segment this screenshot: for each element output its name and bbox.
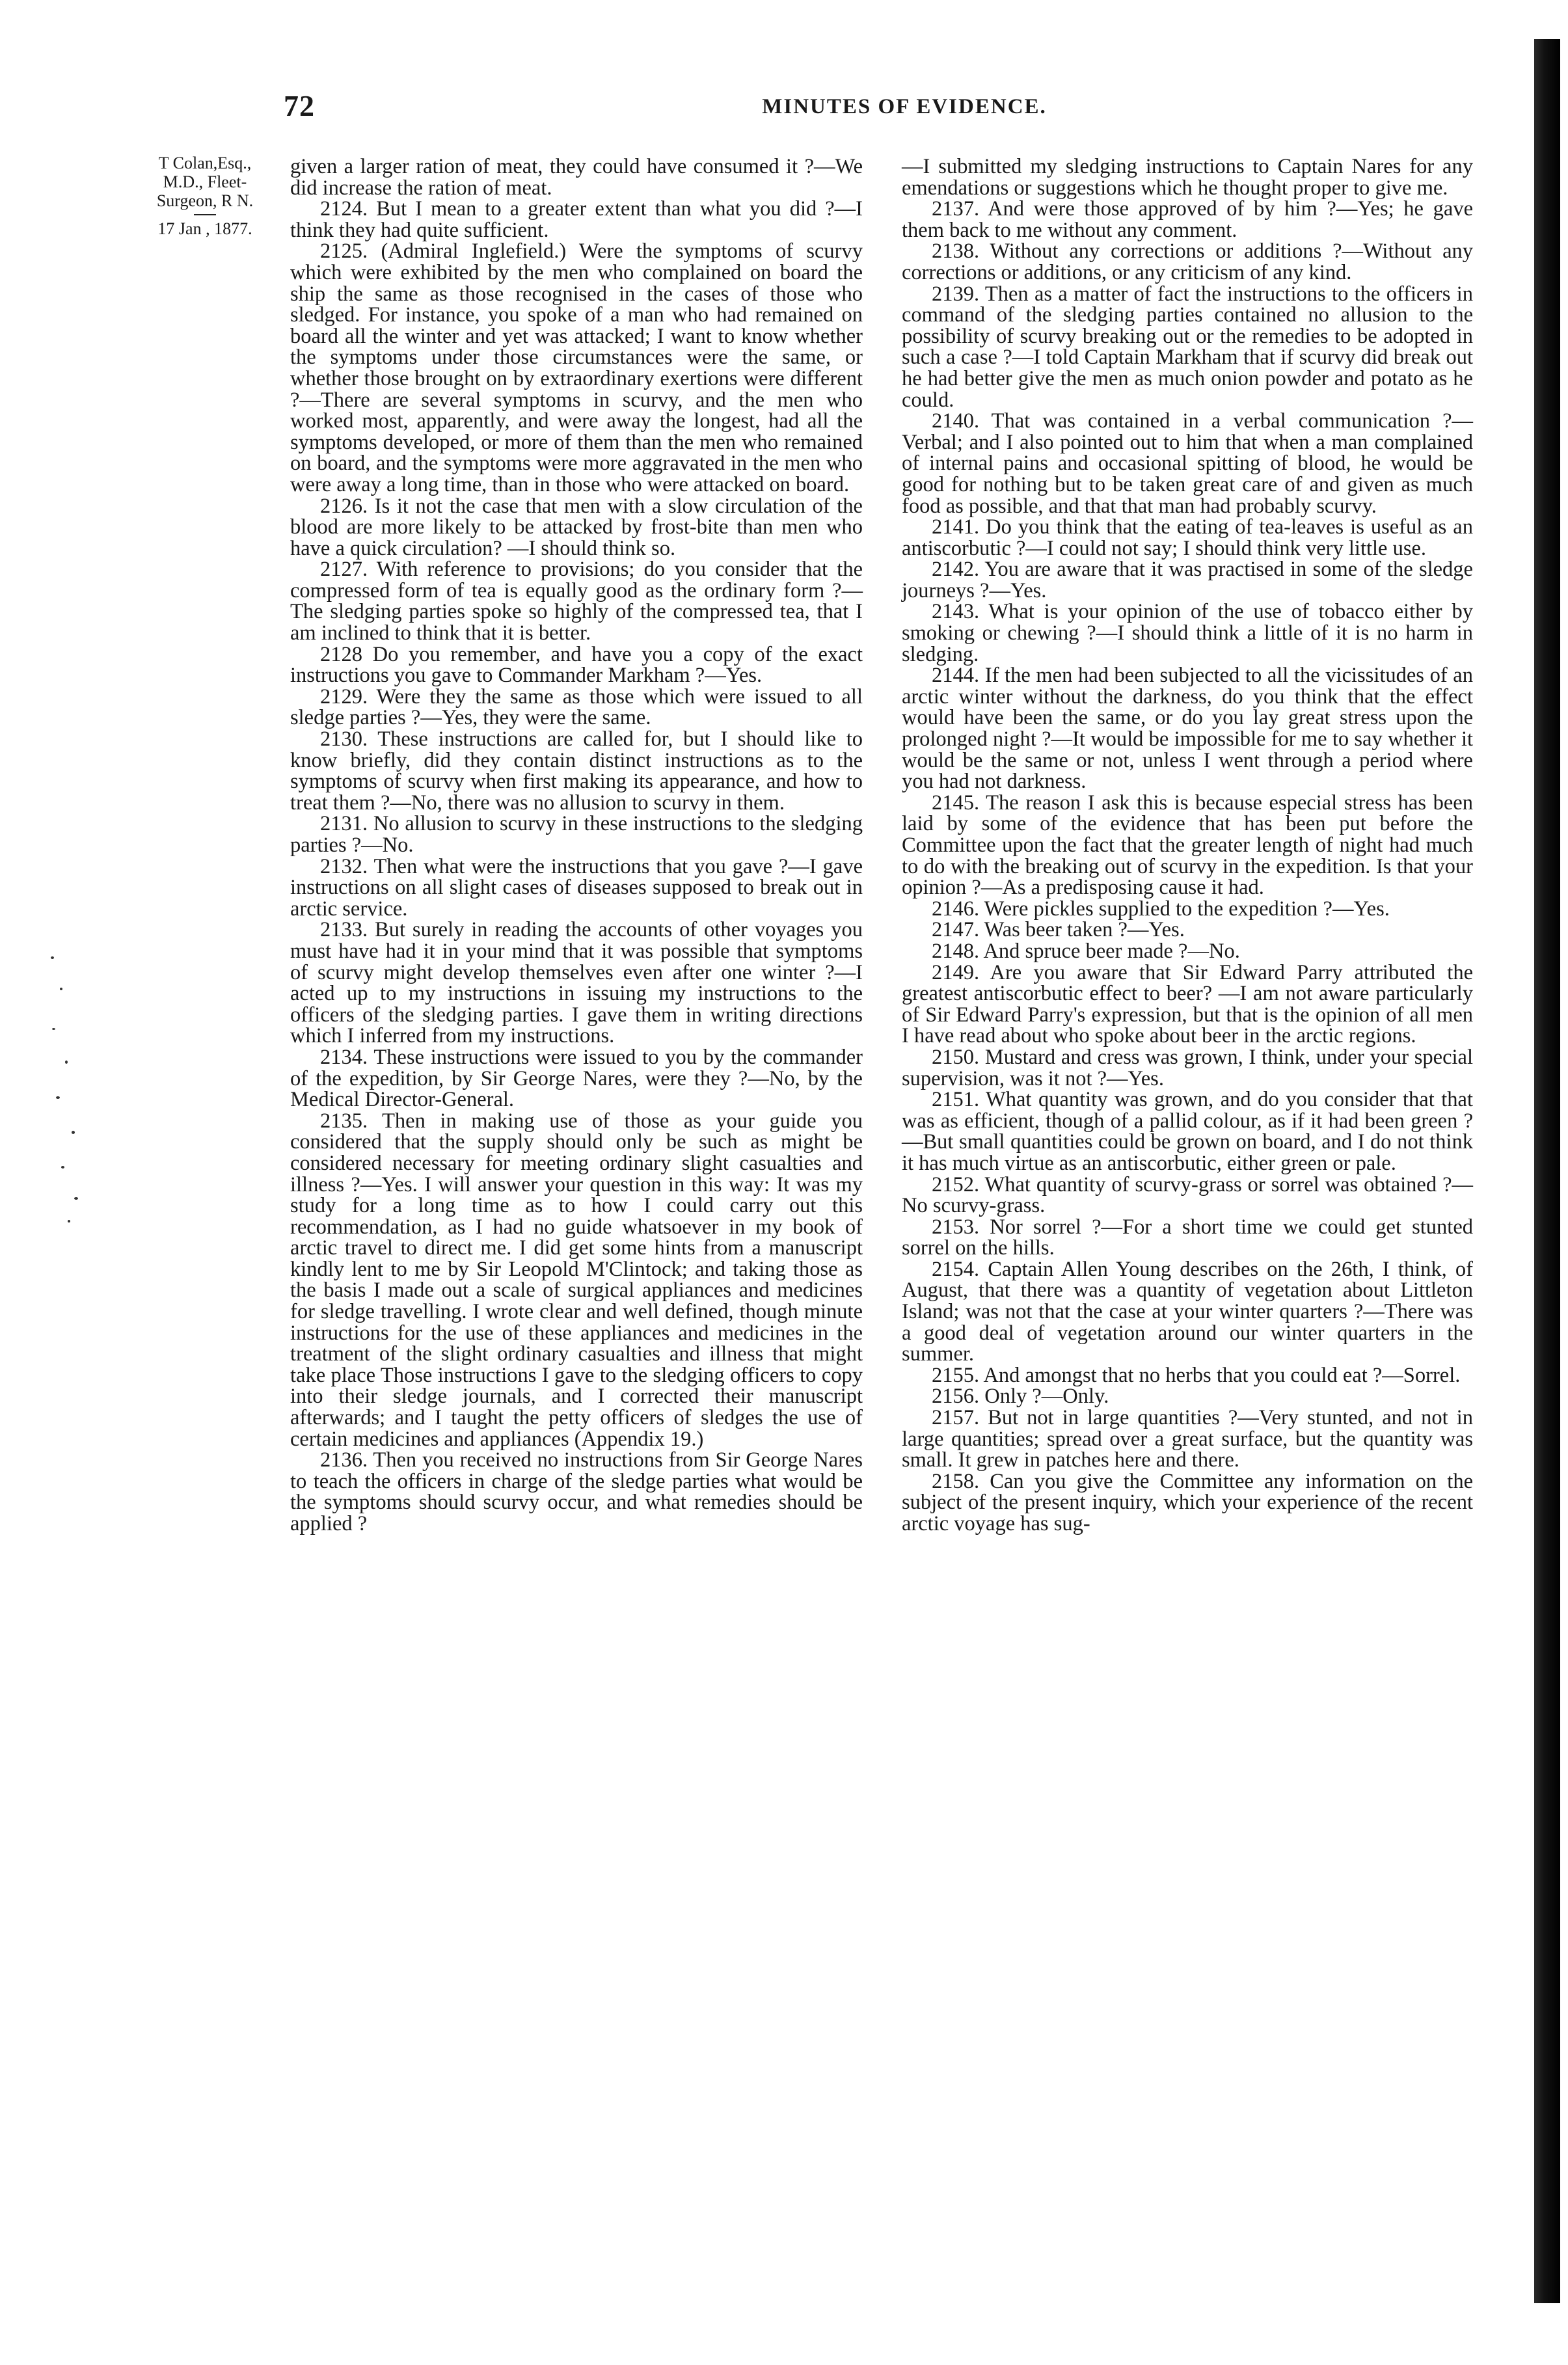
question-paragraph: 2155. And amongst that no herbs that you could eat ?—Sorrel. (932, 1363, 1461, 1387)
question-paragraph: 2148. And spruce beer made ?—No. (932, 939, 1240, 963)
question-paragraph: 2141. Do you think that the eating of tea-leaves is useful as an antiscorbutic ?—I could not say; I should think very little use. (902, 515, 1473, 560)
question-paragraph: 2125. (Admiral Inglefield.) Were the symptoms of scurvy which were exhibited by the men who complained on board the ship the same as those recognised in the cases of those who sledged. For instance, you spoke of a man who had remained on board all the winter and yet was attacked; I want to know whether the symptoms under those circumstances were the same, or whether those brought on by extraordinary exertions were different ?—There are several symptoms in scurvy, and the men who worked most, apparently, and were away the longest, had all the symptoms developed, or more of them than the men who remained on board, and the symptoms were more aggravated in the men who were away a long time, than in those who were attacked on board. (290, 239, 863, 496)
question-paragraph: 2131. No allusion to scurvy in these instructions to the sledging parties ?—No. (290, 812, 863, 857)
question-paragraph: 2151. What quantity was grown, and do you consider that that was as efficient, though of a pallid colour, as if it had been green ?—But small quantities could be grown on board, and I do not think it has much virtue as an antiscorbutic, either green or pale. (902, 1088, 1473, 1175)
question-paragraph: 2134. These instructions were issued to you by the commander of the expedition, by Sir George Nares, were they ?—No, by the Medical Director-General. (290, 1045, 863, 1112)
question-paragraph: 2144. If the men had been subjected to all the vicissitudes of an arctic winter without the darkness, do you think that the effect would have been the same, or do you lay great stress upon the prolonged night ?—It would be impossible for me to say whether it would be the same or not, unless I went through a period where you had not darkness. (902, 664, 1473, 794)
question-paragraph: 2154. Captain Allen Young describes on the 26th, I think, of August, that there was a quantity of vegetation about Littleton Island; was not that the case at your winter quarters ?—There was a good deal of vegetation around our winter quarters in the summer. (902, 1257, 1473, 1366)
question-paragraph: 2145. The reason I ask this is because especial stress has been laid by some of the evidence that has been put before the Committee upon the fact that the greater length of night had much to do with the breaking out of scurvy in the expedition. Is that your opinion ?—As a predisposing cause it had. (902, 791, 1473, 900)
question-paragraph: 2137. And were those approved of by him ?—Yes; he gave them back to me without any comment. (902, 197, 1473, 242)
scan-marks (46, 956, 91, 1230)
question-paragraph: 2152. What quantity of scurvy-grass or sorrel was obtained ?—No scurvy-grass. (902, 1172, 1473, 1218)
question-paragraph: 2128 Do you remember, and have you a copy of the exact instructions you gave to Commander Markham ?—Yes. (290, 642, 863, 688)
question-paragraph: 2136. Then you received no instructions from Sir George Nares to teach the officers in charge of the sledge parties what would be the symptoms should scurvy occur, and what remedies should be applied ? (290, 1448, 863, 1535)
question-paragraph: 2156. Only ?—Only. (932, 1385, 1109, 1409)
witness-rank: Surgeon, R N. (156, 191, 254, 210)
question-paragraph: 2157. But not in large quantities ?—Very stunted, and not in large quantities; spread over a great surface, but the quantity was small. It grew in patches here and there. (902, 1406, 1473, 1472)
question-paragraph: 2132. Then what were the instructions that you gave ?—I gave instructions on all slight cases of diseases supposed to break out in arctic service. (290, 854, 863, 921)
question-paragraph: —I submitted my sledging instructions to Captain Nares for any emendations or suggestions which he thought proper to give me. (902, 155, 1473, 200)
question-paragraph: 2146. Were pickles supplied to the expedition ?—Yes. (932, 897, 1390, 921)
question-paragraph: 2126. Is it not the case that men with a slow circulation of the blood are more likely to be attacked by frost-bite than men who have a quick circulation? —I should think so. (290, 494, 863, 560)
question-paragraph: 2138. Without any corrections or additions ?—Without any corrections or additions, or any criticism of any kind. (902, 239, 1473, 284)
right-column (902, 156, 1473, 1535)
question-paragraph: 2130. These instructions are called for, but I should like to know briefly, did they contain distinct instructions as to the symptoms of scurvy when first making its appearance, and how to treat them ?—No, there was no allusion to scurvy in them. (290, 727, 863, 815)
question-paragraph: 2150. Mustard and cress was grown, I think, under your special supervision, was it not ?—Yes. (902, 1045, 1473, 1090)
question-paragraph: 2127. With reference to provisions; do you consider that the compressed form of tea is equally good as the ordinary form ?—The sledging parties spoke so highly of the compressed tea, that I am inclined to think that it is better. (290, 558, 863, 645)
scan-edge-shadow (1534, 39, 1560, 2303)
question-paragraph: 2142. You are aware that it was practised in some of the sledge journeys ?—Yes. (902, 558, 1473, 602)
question-paragraph: 2129. Were they the same as those which were issued to all sledge parties ?—Yes, they were the same. (290, 684, 863, 730)
question-paragraph: given a larger ration of meat, they could have consumed it ?—We did increase the ration of meat. (290, 155, 863, 200)
question-paragraph: 2149. Are you aware that Sir Edward Parry attributed the greatest antiscorbutic effect to beer? —I am not aware particularly of Sir Edward Parry's expression, but that is the opinion of all men I have read about who spoke about beer in the arctic regions. (902, 960, 1473, 1048)
question-paragraph: 2153. Nor sorrel ?—For a short time we could get stunted sorrel on the hills. (902, 1215, 1473, 1260)
question-paragraph: 2124. But I mean to a greater extent than what you did ?—I think they had quite sufficient. (290, 197, 863, 242)
witness-name: T Colan,Esq., (158, 154, 252, 172)
left-column (290, 156, 863, 1535)
running-title: MINUTES OF EVIDENCE. (762, 95, 1047, 118)
question-paragraph: 2133. But surely in reading the accounts of other voyages you must have had it in your mind that it was possible that symptoms of scurvy might develop themselves even after one winter ?—I acted up to my instructions in issuing my instructions to the officers of the sledging parties. I gave them in writing directions which I inferred from my instructions. (290, 918, 863, 1048)
witness-qualification: M.D., Fleet- (163, 172, 247, 191)
page-number: 72 (284, 89, 315, 122)
question-paragraph: 2147. Was beer taken ?—Yes. (932, 918, 1185, 942)
margin-note (124, 154, 286, 238)
question-paragraph: 2140. That was contained in a verbal communication ?—Verbal; and I also pointed out to him that when a man complained of internal pains and occasional spitting of blood, he would be good for nothing but to be taken great care of and given as much food as possible, and that that man had probably scurvy. (902, 409, 1473, 518)
margin-rule (194, 214, 216, 215)
question-paragraph: 2143. What is your opinion of the use of tobacco either by smoking or chewing ?—I should think a little of it is no harm in sledging. (902, 600, 1473, 666)
question-paragraph: 2158. Can you give the Committee any information on the subject of the present inquiry, which your experience of the recent arctic voyage has sug- (902, 1469, 1473, 1535)
question-paragraph: 2139. Then as a matter of fact the instructions to the officers in command of the sledging parties contained no allusion to the possibility of scurvy breaking out or the remedies to be adopted in such a case ?—I told Captain Markham that if scurvy did break out he had better give the men as much onion powder and potato as he could. (902, 282, 1473, 412)
question-paragraph: 2135. Then in making use of those as your guide you considered that the supply should only be such as might be considered necessary for meeting ordinary slight casualties and illness ?—Yes. I will answer your question in this way: It was my study for a long time as to how I could carry out this recommendation, as I had no guide whatsoever in my book of arctic travel to direct me. I did get some hints from a manuscript kindly lent to me by Sir Leopold M'Clintock; and taking those as the basis I made out a scale of surgical appliances and medicines for sledge travelling. I wrote clear and well defined, though minute instructions for the use of these appliances and medicines in the treatment of the slight ordinary casualties and illness that might take place Those instructions I gave to the sledging officers to copy into their sledge journals, and I corrected their manuscript afterwards; and I taught the petty officers of sledges the use of certain medicines and appliances (Appendix 19.) (290, 1109, 863, 1451)
hearing-date: 17 Jan , 1877. (157, 219, 252, 238)
